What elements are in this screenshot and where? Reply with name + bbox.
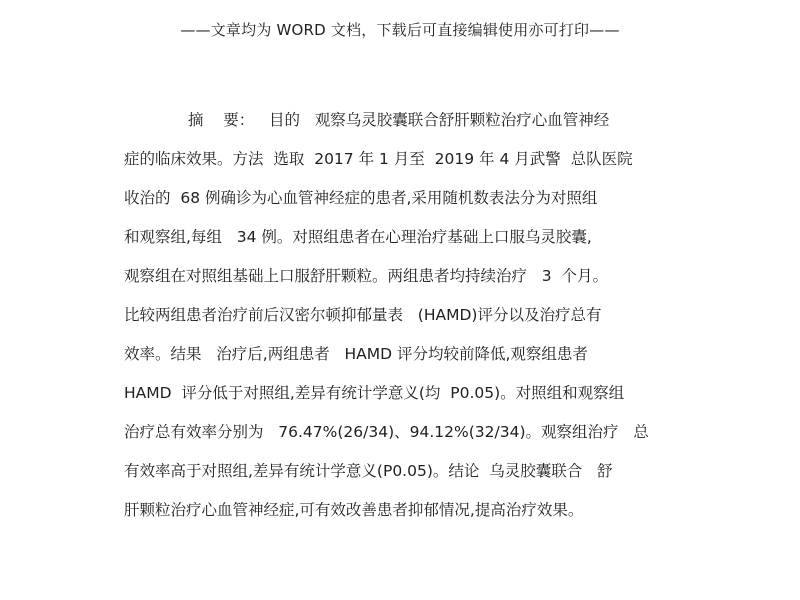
abstract-line: 肝颗粒治疗心血管神经症,可有效改善患者抑郁情况,提高治疗效果。 <box>124 501 584 519</box>
abstract-line: HAMD 评分低于对照组,差异有统计学意义(均 P0.05)。对照组和观察组 <box>124 384 625 402</box>
abstract-line: 观察组在对照组基础上口服舒肝颗粒。两组患者均持续治疗 3 个月。 <box>124 267 608 285</box>
document-header-notice: ——文章均为 WORD 文档，下载后可直接编辑使用亦可打印—— <box>180 21 620 39</box>
abstract-line: 和观察组,每组 34 例。对照组患者在心理治疗基础上口服乌灵胶囊, <box>124 228 592 246</box>
abstract-line: 治疗总有效率分别为 76.47%(26/34)、94.12%(32/34)。观察组治疗 总 <box>124 423 649 441</box>
abstract-line: 比较两组患者治疗前后汉密尔顿抑郁量表 (HAMD)评分以及治疗总有 <box>124 306 602 324</box>
abstract-line: 收治的 68 例确诊为心血管神经症的患者,采用随机数表法分为对照组 <box>124 189 598 207</box>
abstract-line: 摘 要： 目的 观察乌灵胶囊联合舒肝颗粒治疗心血管神经 <box>188 111 610 129</box>
abstract-line: 有效率高于对照组,差异有统计学意义(P0.05)。结论 乌灵胶囊联合 舒 <box>124 462 613 480</box>
abstract-line: 效率。结果 治疗后,两组患者 HAMD 评分均较前降低,观察组患者 <box>124 345 588 363</box>
abstract-line: 症的临床效果。方法 选取 2017 年 1 月至 2019 年 4 月武警 总队医院 <box>124 150 633 168</box>
